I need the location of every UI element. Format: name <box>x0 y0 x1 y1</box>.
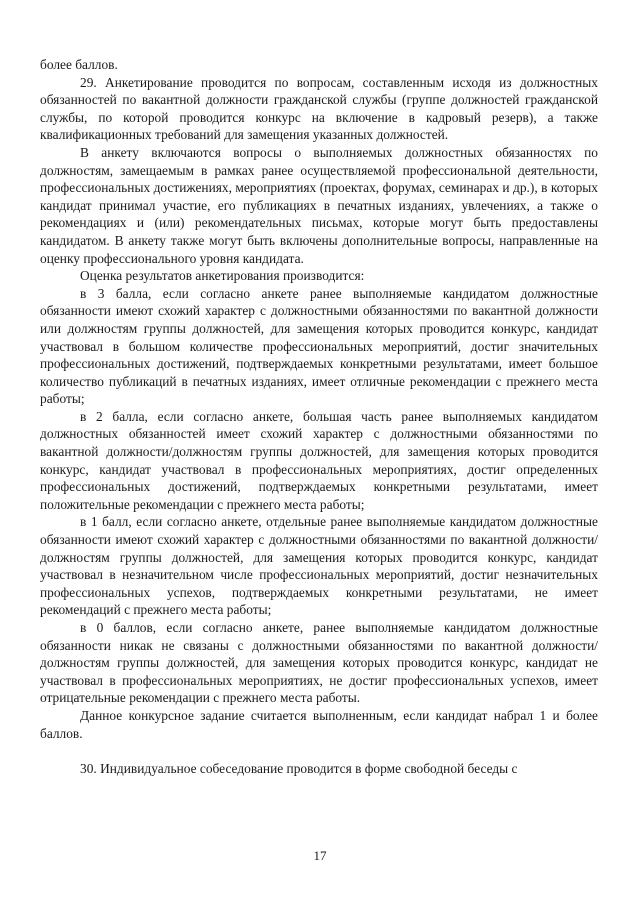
paragraph-evaluation-intro: Оценка результатов анкетирования производится: <box>80 268 365 284</box>
paragraph-item-30: 30. Индивидуальное собеседование проводится в форме свободной беседы с <box>80 761 518 777</box>
paragraph-score-3: в 3 балла, если согласно анкете ранее выполняемые кандидатом должностные обязанности имеют схожий характер с должностными обязанностями по вакантной должности или должностям группы должностей, для замещения которых проводится конкурс, кандидат участвовал в большом количестве профессиональных мероприятий, достиг значительных профессиональных достижений, подтверждаемых конкретными результатами, имеет большое количество публикаций в печатных изданиях, имеет отличные рекомендации с прежнего места работы; <box>40 285 598 407</box>
paragraph-task-completed: Данное конкурсное задание считается выполненным, если кандидат набрал 1 и более баллов. <box>40 707 598 741</box>
paragraph-score-2: в 2 балла, если согласно анкете, большая часть ранее выполняемых кандидатом должностных обязанностей имеет схожий характер с должностными обязанностями по вакантной должности/должностям группы должностей, для замещения которых проводится конкурс, кандидат участвовал в профессиональных мероприятиях, достиг определенных профессиональных достижений, подтверждаемых конкретными результатами, имеет положительные рекомендации с прежнего места работы; <box>40 408 598 512</box>
page-number: 17 <box>313 848 327 863</box>
document-body <box>40 56 598 778</box>
paragraph-score-1: в 1 балл, если согласно анкете, отдельные ранее выполняемые кандидатом должностные обязанности имеют схожий характер с должностными обязанностями по вакантной должности/должностям группы должностей, для замещения которых проводится конкурс, кандидат участвовал в незначительном числе профессиональных мероприятий, достиг незначительных профессиональных успехов, подтверждаемых конкретными результатами, не имеет рекомендаций с прежнего места работы; <box>40 514 598 618</box>
paragraph-item-29: 29. Анкетирование проводится по вопросам, составленным исходя из должностных обязанностей по вакантной должности гражданской службы (группе должностей гражданской службы, по которой проводится конкурс на включение в кадровый резерв), а также квалификационных требований для замещения указанных должностей. <box>40 74 598 143</box>
paragraph-continuation: более баллов. <box>40 57 118 72</box>
paragraph-score-0: в 0 баллов, если согласно анкете, ранее выполняемые кандидатом должностные обязанности никак не связаны с должностными обязанностями по вакантной должности/должностям группы должностей, для замещения которых проводится конкурс, кандидат не участвовал в профессиональных мероприятиях, не достиг профессиональных успехов, имеет отрицательные рекомендации с прежнего места работы. <box>40 620 598 706</box>
paragraph-questionnaire-contents: В анкету включаются вопросы о выполняемых должностных обязанностях по должностям, замещаемым в рамках ранее осуществляемой профессиональной деятельности, профессиональных достижениях, мероприятиях (проектах, форумах, семинарах и др.), в которых кандидат принимал участие, его публикациях в печатных изданиях, увлечениях, а также о рекомендациях и (или) рекомендательных письмах, которые могут быть предоставлены кандидатом. В анкету также могут быть включены дополнительные вопросы, направленные на оценку профессионального уровня кандидата. <box>40 144 598 266</box>
